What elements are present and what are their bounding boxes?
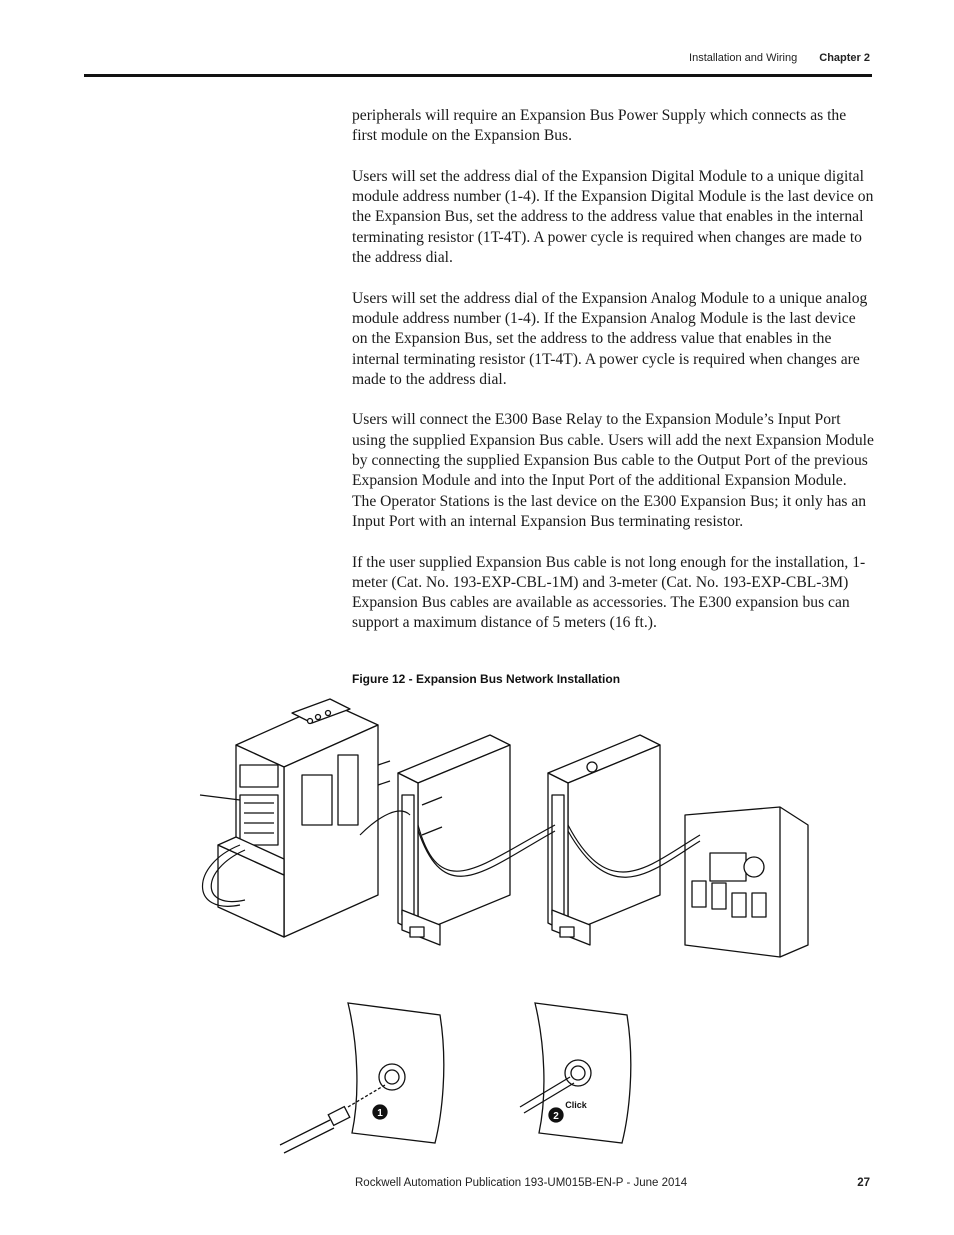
- detail-step-1-illustration: [280, 1003, 444, 1153]
- detail-step-2-illustration: [520, 1003, 631, 1143]
- paragraph-4: Users will connect the E300 Base Relay to the Expansion Module’s Input Port using the supplied Expansion Bus cable. Users will add the next Expansion Module by connecting the supplied Expansion Bus cable to the Output Port of the previous Expansion Module and into the Input Port of the additional Expansion Module. The Operator Stations is the last device on the E300 Expansion Bus; it only has an Input Port with an internal Expansion Bus terminating resistor.: [352, 411, 874, 530]
- body-text: [352, 106, 874, 654]
- paragraph-5: If the user supplied Expansion Bus cable is not long enough for the installation, 1-meter (Cat. No. 193-EXP-CBL-1M) and 3-meter (Cat. No. 193-EXP-CBL-3M) Expansion Bus cables are available as accessories. The E300 expansion bus can support a maximum distance of 5 meters (16 ft.).: [352, 553, 866, 632]
- figure-caption: Figure 12 - Expansion Bus Network Installation: [352, 672, 621, 686]
- running-header: [689, 52, 870, 64]
- header-section: Installation and Wiring: [689, 52, 798, 64]
- paragraph-2: Users will set the address dial of the Expansion Digital Module to a unique digital module address number (1-4). If the Expansion Digital Module is the last device on the Expansion Bus, set the address to the address value that enables in the internal terminating resistor (1T-4T). A power cycle is required when changes are made to the address dial.: [352, 167, 874, 267]
- page-number: 27: [857, 1177, 870, 1189]
- step-1-marker: 1: [377, 1108, 383, 1119]
- figure-illustration: [180, 695, 820, 1155]
- click-label: Click: [565, 1100, 587, 1110]
- step-2-marker: 2: [553, 1111, 559, 1122]
- expansion-bus-diagram: [180, 695, 820, 1155]
- header-chapter: Chapter 2: [819, 52, 870, 64]
- expansion-module-2-illustration: [548, 735, 660, 945]
- paragraph-1: peripherals will require an Expansion Bus Power Supply which connects as the first module on the Expansion Bus.: [352, 107, 847, 145]
- paragraph-3: Users will set the address dial of the Expansion Analog Module to a unique analog module address number (1-4). If the Expansion Analog Module is the last device on the Expansion Bus, set the address to the address value that enables in the internal terminating resistor (1T-4T). A power cycle is required when changes are made to the address dial.: [352, 289, 868, 388]
- operator-station-illustration: [685, 807, 808, 957]
- header-rule: [84, 74, 872, 77]
- footer-publication: Rockwell Automation Publication 193-UM015B-EN-P - June 2014: [355, 1177, 688, 1189]
- expansion-module-1-illustration: [398, 735, 510, 945]
